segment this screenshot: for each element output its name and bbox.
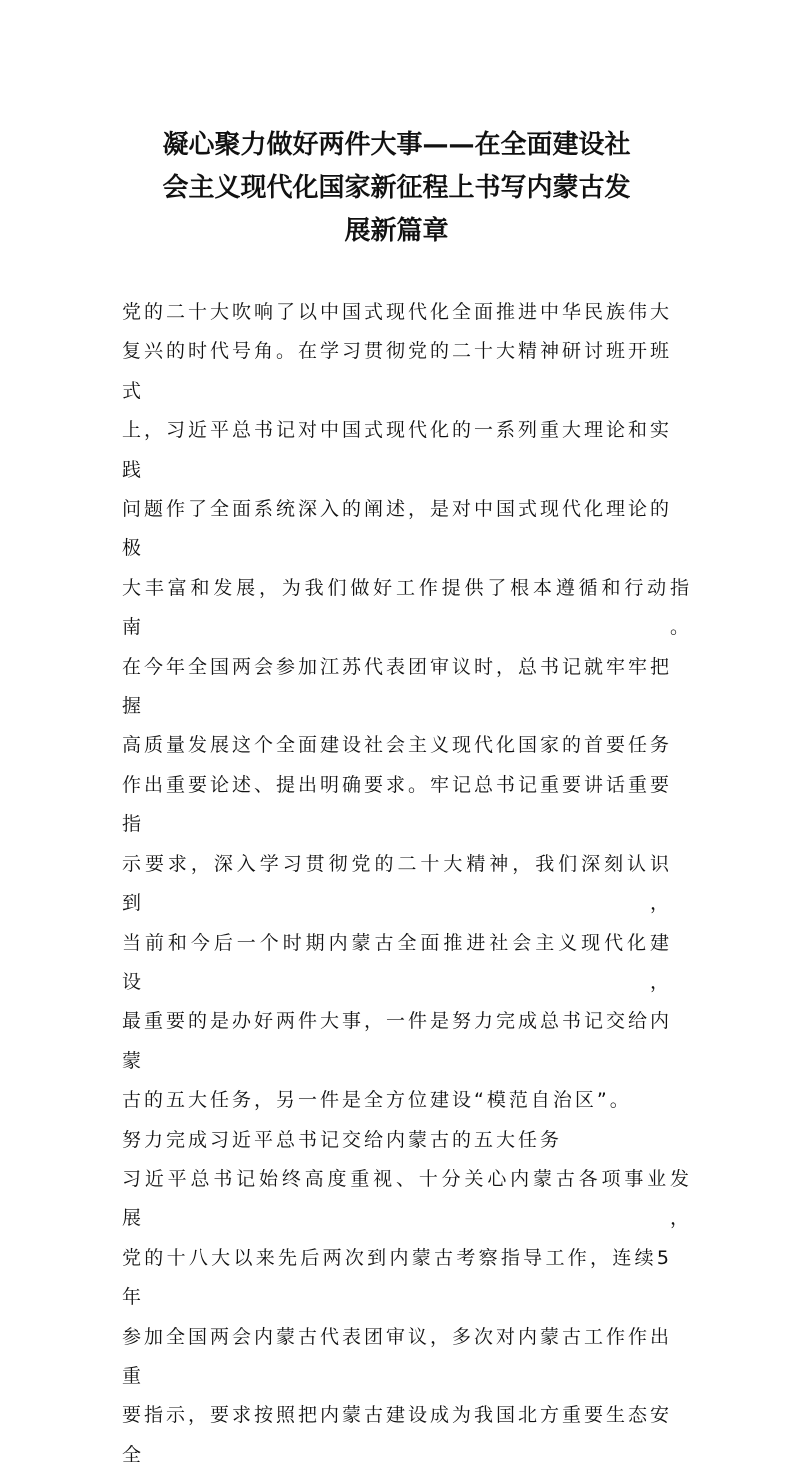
- body-line: 当前和今后一个时期内蒙古全面推进社会主义现代化建设，: [122, 931, 672, 993]
- body-line: 参加全国两会内蒙古代表团审议，多次对内蒙古工作作出重: [122, 1325, 673, 1387]
- title-line: 会主义现代化国家新征程上书写内蒙古发: [162, 173, 631, 203]
- body-line: 大丰富和发展，为我们做好工作提供了根本遵循和行动指南。: [122, 576, 692, 639]
- body-line: 上，习近平总书记对中国式现代化的一系列重大理论和实践: [122, 419, 673, 481]
- body-line: 最重要的是办好两件大事，一件是努力完成总书记交给内蒙: [122, 1010, 673, 1072]
- body-line: 古的五大任务，另一件是全方位建设“模范自治区”。: [122, 1089, 632, 1112]
- document-title: [0, 124, 793, 253]
- body-line: 问题作了全面系统深入的阐述，是对中国式现代化理论的极: [122, 498, 673, 560]
- body-line: 党的二十大吹响了以中国式现代化全面推进中华民族伟大: [122, 301, 673, 323]
- body-line: 在今年全国两会参加江苏代表团审议时，总书记就牢牢把握: [122, 655, 673, 718]
- body-line: 高质量发展这个全面建设社会主义现代化国家的首要任务: [122, 734, 673, 757]
- body-line: 复兴的时代号角。在学习贯彻党的二十大精神研讨班开班式: [122, 340, 673, 402]
- document-body: [122, 293, 702, 1475]
- section-heading: 努力完成习近平总书记交给内蒙古的五大任务: [122, 1128, 563, 1151]
- body-line: 示要求，深入学习贯彻党的二十大精神，我们深刻认识到，: [122, 852, 672, 915]
- body-line: 要指示，要求按照把内蒙古建设成为我国北方重要生态安全: [122, 1404, 673, 1466]
- body-line: 党的十八大以来先后两次到内蒙古考察指导工作，连续5年: [122, 1246, 672, 1309]
- title-line: 展新篇章: [344, 216, 449, 246]
- body-line: 习近平总书记始终高度重视、十分关心内蒙古各项事业发展，: [122, 1167, 692, 1230]
- body-line: 作出重要论述、提出明确要求。牢记总书记重要讲话重要指: [122, 773, 673, 836]
- title-line: 凝心聚力做好两件大事——在全面建设社: [162, 130, 631, 160]
